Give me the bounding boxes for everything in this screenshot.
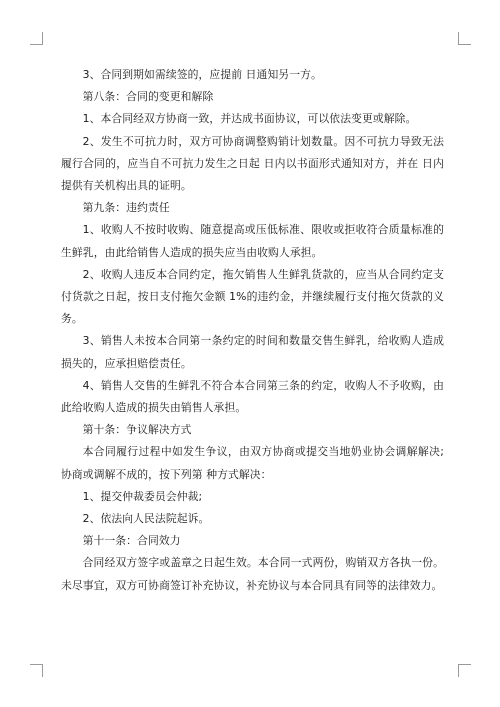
article-10-option-2: 2、依法向人民法院起诉。	[82, 512, 210, 526]
article-10-heading: 第十条：争议解决方式	[82, 423, 192, 437]
crop-mark-top-left	[30, 32, 43, 45]
article-9-item-2: 2、收购人违反本合同约定，拖欠销售人生鲜乳货款的，应当从合同约定支付货款之日起，按日支付拖欠金额 1%的违约金，并继续履行支付拖欠货款的义务。	[61, 267, 444, 326]
article-8-item-1: 1、本合同经双方协商一致，并达成书面协议，可以依法变更或解除。	[82, 112, 417, 126]
article-9-heading: 第九条：违约责任	[82, 201, 170, 215]
clause-8-item-3-renewal: 3、合同到期如需续签的，应提前 日通知另一方。	[82, 68, 322, 81]
article-11-heading: 第十一条：合同效力	[82, 534, 181, 548]
crop-mark-bottom-right	[458, 664, 471, 677]
article-9-item-4: 4、销售人交售的生鲜乳不符合本合同第三条的约定，收购人不予收购，由此给收购人造成的损失由销售人承担。	[61, 378, 444, 415]
article-11-body: 合同经双方签字或盖章之日起生效。本合同一式两份，购销双方各执一份。未尽事宜，双方可协商签订补充协议，补充协议与本合同具有同等的法律效力。	[61, 556, 444, 592]
article-8-item-2: 2、发生不可抗力时，双方可协商调整购销计划数量。因不可抗力导致无法履行合同的，应当自不可抗力发生之日起 日内以书面形式通知对方，并在 日内提供有关机构出具的证明。	[61, 134, 444, 193]
crop-mark-top-right	[458, 32, 471, 45]
article-9-item-3: 3、销售人未按本合同第一条约定的时间和数量交售生鲜乳，给收购人造成损失的，应承担赔偿责任。	[61, 334, 444, 370]
crop-mark-bottom-left	[30, 664, 43, 677]
article-10-body: 本合同履行过程中如发生争议，由双方协商或提交当地奶业协会调解解决;协商或调解不成的，按下列第 种方式解决：	[61, 445, 444, 481]
article-8-heading: 第八条：合同的变更和解除	[82, 90, 214, 104]
document-body	[61, 64, 444, 597]
article-9-item-1: 1、收购人不按时收购、随意提高或压低标准、限收或拒收符合质量标准的生鲜乳，由此给销售人造成的损失应当由收购人承担。	[61, 223, 444, 259]
article-10-option-1: 1、提交仲裁委员会仲裁;	[82, 489, 203, 503]
